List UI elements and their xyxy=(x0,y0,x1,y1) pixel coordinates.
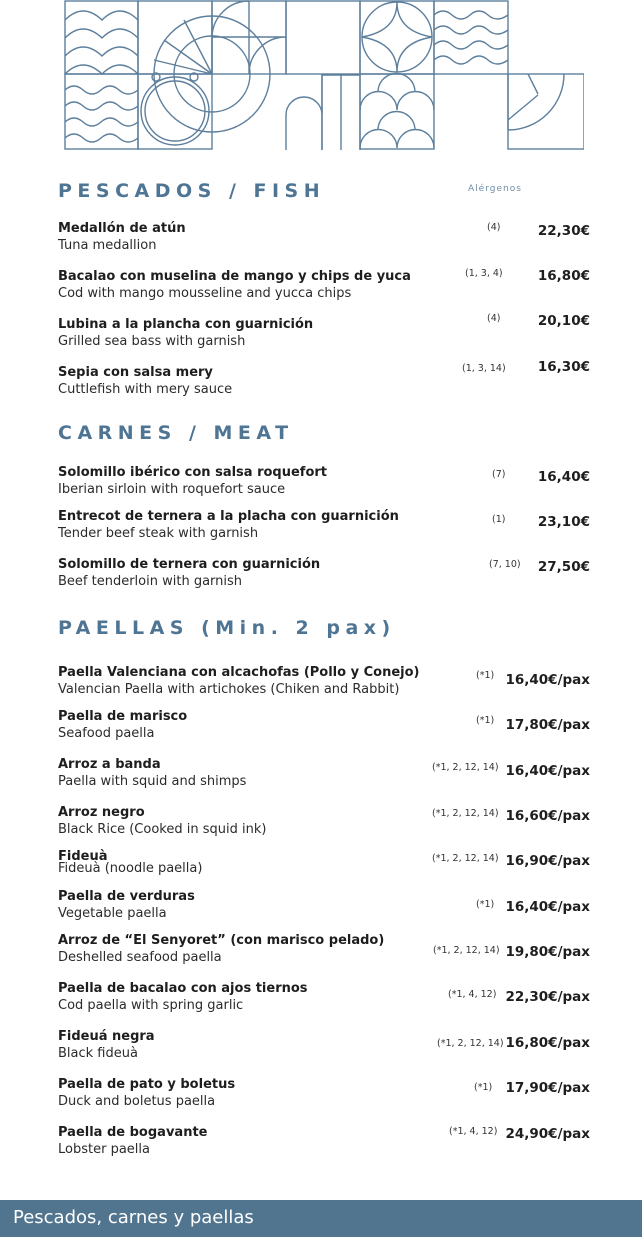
menu-item xyxy=(58,981,590,1021)
dish-name-es: Fideuà xyxy=(58,849,108,864)
dish-name-es: Paella de pato y boletus xyxy=(58,1077,236,1092)
menu-item xyxy=(58,805,590,845)
allergens: (1, 3, 4) xyxy=(465,268,503,279)
dish-name-es: Arroz de “El Senyoret” (con marisco pelado) xyxy=(58,933,385,948)
allergens: (*1) xyxy=(476,715,495,726)
dish-name-en: Iberian sirloin with roquefort sauce xyxy=(58,482,286,497)
menu-item xyxy=(58,557,590,597)
price: 23,10€ xyxy=(537,514,590,530)
dish-name-en: Tender beef steak with garnish xyxy=(58,526,259,541)
allergens: (*1, 4, 12) xyxy=(448,989,497,1000)
price: 16,30€ xyxy=(537,359,590,375)
allergens: (*1) xyxy=(476,670,495,681)
dish-name-es: Bacalao con muselina de mango y chips de yuca xyxy=(58,269,411,284)
dish-name-es: Paella de marisco xyxy=(58,709,188,724)
dish-name-es: Solomillo de ternera con guarnición xyxy=(58,557,321,572)
menu-item xyxy=(58,665,590,705)
allergens: (1) xyxy=(492,514,506,525)
menu-item xyxy=(58,933,590,973)
dish-name-es: Sepia con salsa mery xyxy=(58,365,213,380)
menu-item xyxy=(58,313,590,357)
menu-item xyxy=(58,1029,590,1069)
allergens: (*1) xyxy=(474,1082,493,1093)
dish-name-en: Seafood paella xyxy=(58,726,155,741)
allergens: (1, 3, 14) xyxy=(462,363,506,374)
dish-name-en: Cuttlefish with mery sauce xyxy=(58,382,233,397)
price: 20,10€ xyxy=(537,313,590,329)
dish-name-es: Lubina a la plancha con guarnición xyxy=(58,317,314,332)
section-title-fish: PESCADOS / FISH xyxy=(58,180,326,202)
dish-name-es: Paella de bacalao con ajos tiernos xyxy=(58,981,308,996)
menu-item xyxy=(58,1077,590,1117)
dish-name-en: Tuna medallion xyxy=(58,238,157,253)
dish-name-en: Black fideuà xyxy=(58,1046,138,1061)
allergens: (4) xyxy=(487,313,501,324)
menu-item xyxy=(58,509,590,549)
menu-item xyxy=(58,359,590,405)
decorative-tile-pattern xyxy=(64,0,584,150)
dish-name-en: Duck and boletus paella xyxy=(58,1094,216,1109)
allergens: (*1, 2, 12, 14) xyxy=(432,853,499,864)
menu-item xyxy=(58,221,590,261)
menu-item xyxy=(58,757,590,797)
dish-name-es: Medallón de atún xyxy=(58,221,186,236)
price: 16,40€ xyxy=(537,469,590,485)
price: 16,90€/pax xyxy=(505,853,590,869)
allergens: (7) xyxy=(492,469,506,480)
dish-name-en: Cod paella with spring garlic xyxy=(58,998,244,1013)
section-title-paellas: PAELLAS (Min. 2 pax) xyxy=(58,617,396,639)
price: 16,80€/pax xyxy=(505,1035,590,1051)
allergens: (*1, 2, 12, 14) xyxy=(433,945,500,956)
dish-name-es: Fideuá negra xyxy=(58,1029,155,1044)
dish-name-en: Vegetable paella xyxy=(58,906,167,921)
allergens: (*1, 2, 12, 14) xyxy=(432,808,499,819)
price: 16,40€/pax xyxy=(505,899,590,915)
dish-name-es: Arroz negro xyxy=(58,805,145,820)
dish-name-es: Solomillo ibérico con salsa roquefort xyxy=(58,465,328,480)
allergens-column-header: Alérgenos xyxy=(468,184,522,194)
price: 17,90€/pax xyxy=(505,1080,590,1096)
dish-name-es: Paella de verduras xyxy=(58,889,195,904)
allergens: (*1, 4, 12) xyxy=(449,1126,498,1137)
dish-name-es: Paella de bogavante xyxy=(58,1125,208,1140)
menu-item xyxy=(58,709,590,749)
dish-name-en: Lobster paella xyxy=(58,1142,150,1157)
menu-item xyxy=(58,465,590,505)
dish-name-es: Paella Valenciana con alcachofas (Pollo y Conejo) xyxy=(58,665,420,680)
dish-name-en: Cod with mango mousseline and yucca chips xyxy=(58,286,352,301)
price: 27,50€ xyxy=(537,559,590,575)
dish-name-es: Entrecot de ternera a la placha con guarnición xyxy=(58,509,399,524)
price: 16,40€/pax xyxy=(505,672,590,688)
price: 16,60€/pax xyxy=(505,808,590,824)
price: 16,40€/pax xyxy=(505,763,590,779)
menu-item xyxy=(58,1125,590,1165)
menu-item xyxy=(58,849,590,889)
dish-name-es: Arroz a banda xyxy=(58,757,161,772)
price: 24,90€/pax xyxy=(505,1126,590,1142)
menu-item xyxy=(58,889,590,929)
dish-name-en: Black Rice (Cooked in squid ink) xyxy=(58,822,267,837)
dish-name-en: Deshelled seafood paella xyxy=(58,950,222,965)
dish-name-en: Paella with squid and shimps xyxy=(58,774,247,789)
allergens: (*1, 2, 12, 14) xyxy=(437,1038,504,1049)
dish-name-en: Valencian Paella with artichokes (Chiken and Rabbit) xyxy=(58,682,400,697)
price: 17,80€/pax xyxy=(505,717,590,733)
footer-label: Pescados, carnes y paellas xyxy=(13,1207,254,1228)
price: 19,80€/pax xyxy=(505,944,590,960)
price: 16,80€ xyxy=(537,268,590,284)
section-title-meat: CARNES / MEAT xyxy=(58,422,294,444)
allergens: (*1) xyxy=(476,899,495,910)
dish-name-en: Fideuà (noodle paella) xyxy=(58,861,203,876)
footer-bar xyxy=(0,1200,642,1237)
allergens: (*1, 2, 12, 14) xyxy=(432,762,499,773)
price: 22,30€ xyxy=(537,223,590,239)
dish-name-en: Grilled sea bass with garnish xyxy=(58,334,246,349)
price: 22,30€/pax xyxy=(505,989,590,1005)
allergens: (7, 10) xyxy=(489,559,521,570)
dish-name-en: Beef tenderloin with garnish xyxy=(58,574,243,589)
allergens: (4) xyxy=(487,222,501,233)
menu-item xyxy=(58,269,590,309)
